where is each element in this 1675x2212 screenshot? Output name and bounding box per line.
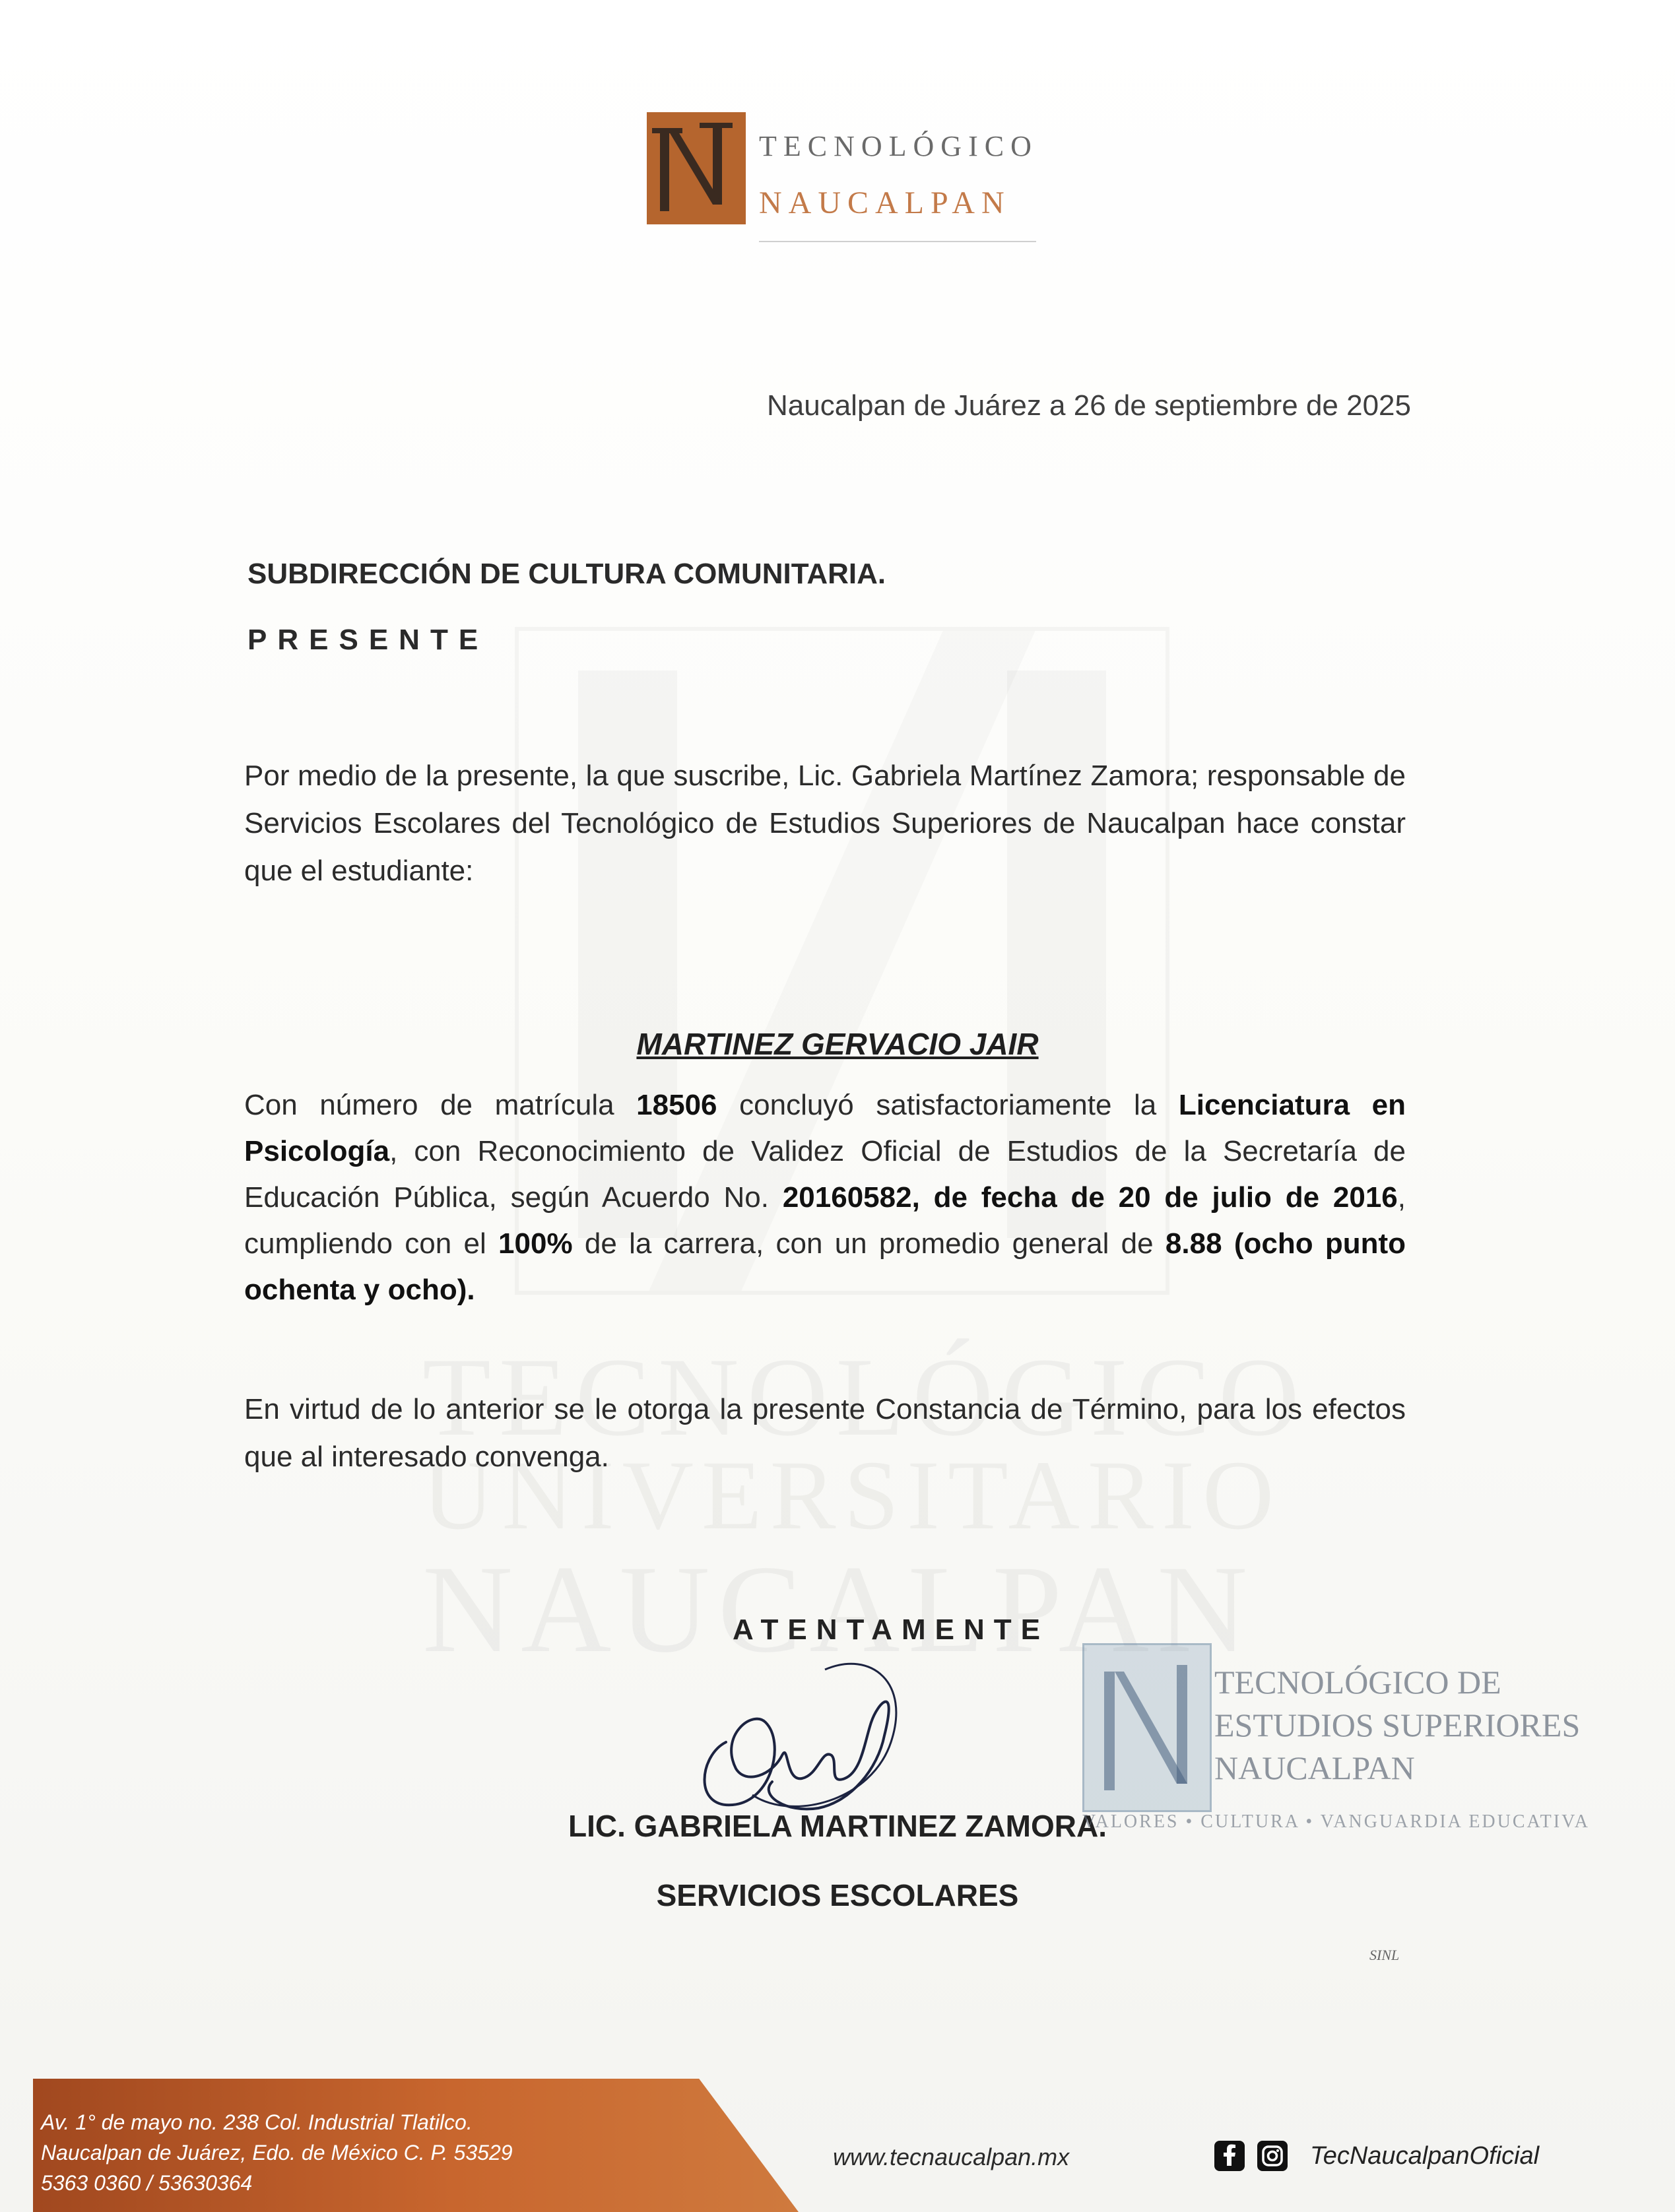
footer-website-link[interactable]: www.tecnaucalpan.mx bbox=[833, 2143, 1070, 2170]
instagram-icon[interactable] bbox=[1257, 2141, 1288, 2171]
footer-address-line-2: Naucalpan de Juárez, Edo. de México C. P. 53529 bbox=[41, 2141, 513, 2164]
atentamente-label: ATENTAMENTE bbox=[733, 1613, 1049, 1646]
footer-address-line-1: Av. 1° de mayo no. 238 Col. Industrial Tlatilco. bbox=[41, 2110, 473, 2134]
career-name: Licenciatura en Psicología bbox=[244, 1089, 1406, 1167]
facebook-icon[interactable] bbox=[1214, 2141, 1245, 2171]
signer-name: LIC. GABRIELA MARTINEZ ZAMORA. bbox=[568, 1809, 1107, 1843]
intro-paragraph: Por medio de la presente, la que suscribe, Lic. Gabriela Martínez Zamora; responsable de Servicios Escolares del Tecnológico de Estudios Superiores de Naucalpan hace constar que el estudiante: bbox=[244, 760, 1406, 887]
footer-phones: 5363 0360 / 53630364 bbox=[41, 2171, 253, 2195]
signer-department: SERVICIOS ESCOLARES bbox=[656, 1878, 1019, 1912]
recipient-heading: SUBDIRECCIÓN DE CULTURA COMUNITARIA. bbox=[247, 558, 886, 590]
institution-logo bbox=[647, 112, 1043, 251]
logo-divider bbox=[759, 241, 1036, 242]
footer-social-handle[interactable]: TecNaucalpanOficial bbox=[1310, 2142, 1540, 2170]
stamp-motto: VALORES • CULTURA • VANGUARDIA EDUCATIVA bbox=[1082, 1811, 1590, 1832]
stamp-text-2: ESTUDIOS SUPERIORES bbox=[1214, 1707, 1581, 1743]
body-text-4: , cumpliendo con el bbox=[244, 1181, 1406, 1260]
agreement-number: 20160582, de fecha de 20 de julio de 2016 bbox=[782, 1181, 1398, 1214]
logo-text-top: TECNOLÓGICO bbox=[759, 130, 1038, 162]
stamp-text-3: NAUCALPAN bbox=[1214, 1749, 1415, 1786]
stamp-emblem-icon bbox=[1082, 1643, 1212, 1812]
official-stamp bbox=[1082, 1637, 1624, 1861]
student-name: MARTINEZ GERVACIO JAIR bbox=[636, 1027, 1039, 1061]
presente-heading: PRESENTE bbox=[247, 624, 489, 656]
body-text-3: , con Reconocimiento de Validez Oficial de Estudios de la Secretaría de Educación Pública, según Acuerdo No. bbox=[244, 1135, 1406, 1214]
matricula-number: 18506 bbox=[636, 1089, 717, 1121]
body-text-2: concluyó satisfactoriamente la bbox=[717, 1089, 1179, 1121]
body-text-5: de la carrera, con un promedio general de bbox=[572, 1227, 1166, 1260]
handwritten-signature bbox=[673, 1643, 911, 1828]
completion-percent: 100% bbox=[498, 1227, 573, 1260]
body-paragraph bbox=[244, 1082, 1406, 1313]
closing-paragraph: En virtud de lo anterior se le otorga la presente Constancia de Término, para los efectos que al interesado convenga. bbox=[244, 1393, 1406, 1473]
logo-text-bottom: NAUCALPAN bbox=[759, 185, 1011, 220]
general-average: 8.88 (ocho punto ochenta y ocho). bbox=[244, 1227, 1406, 1306]
typist-initials: SINL bbox=[1369, 1947, 1400, 1963]
logo-mark-icon bbox=[647, 112, 746, 224]
date-line: Naucalpan de Juárez a 26 de septiembre de 2025 bbox=[766, 389, 1411, 422]
stamp-text-1: TECNOLÓGICO DE bbox=[1214, 1664, 1501, 1701]
body-text-1: Con número de matrícula bbox=[244, 1089, 637, 1121]
